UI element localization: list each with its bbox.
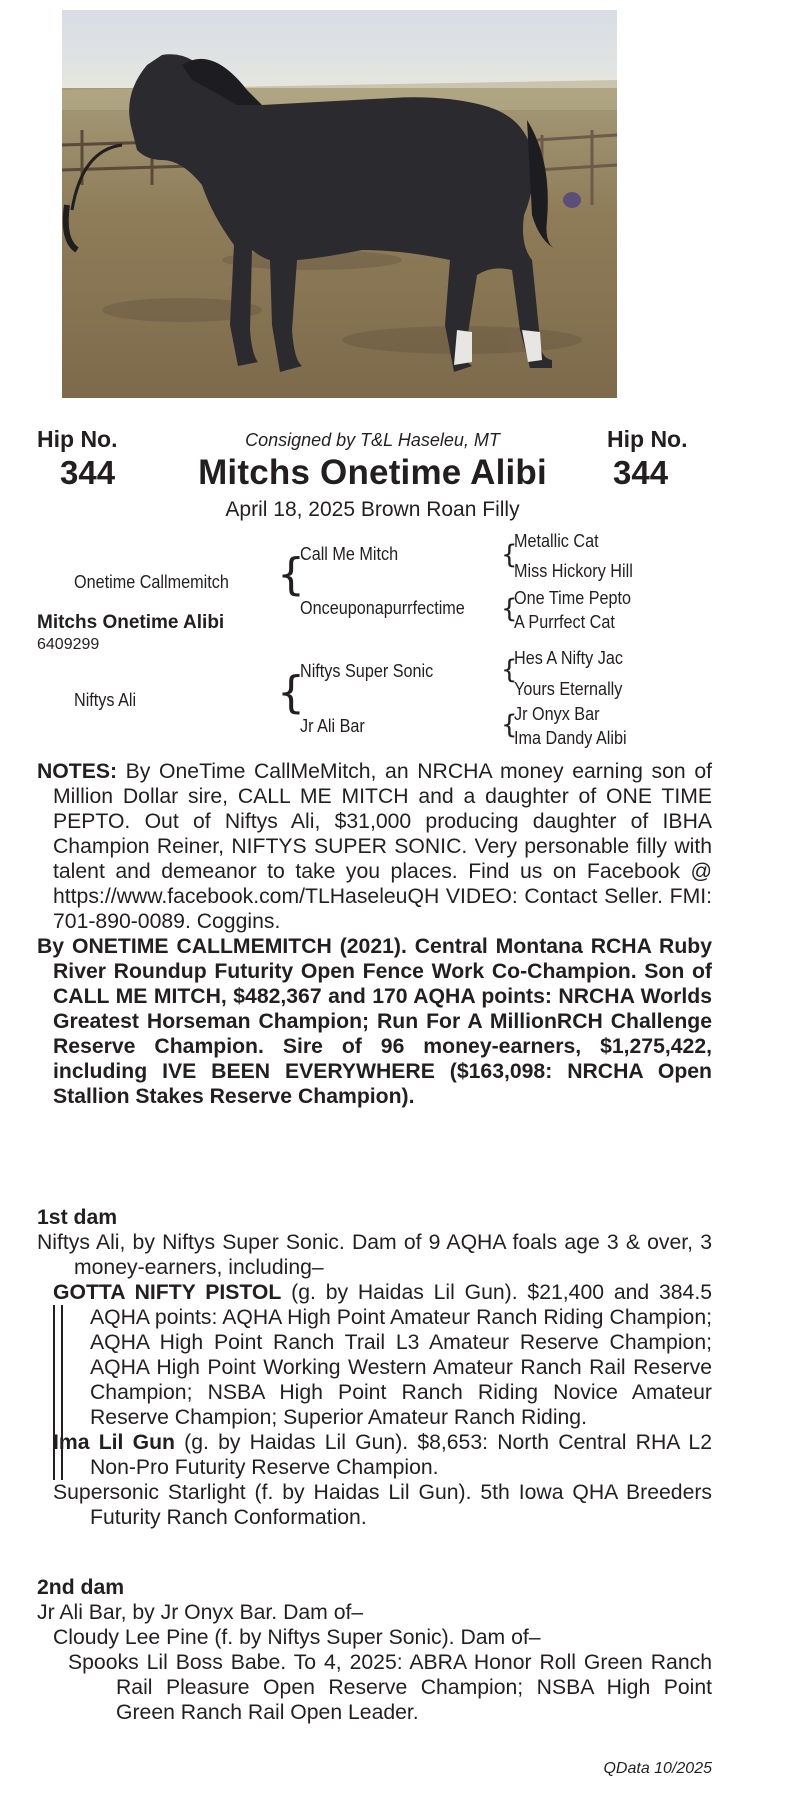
notes-paragraph (37, 759, 712, 934)
qdata-footer: QData 10/2025 (603, 1760, 712, 1777)
brace-icon: { (277, 549, 305, 600)
hip-number-right: 344 (613, 454, 669, 491)
first-dam-heading: 1st dam (37, 1206, 118, 1229)
pedigree-ss-dam: Miss Hickory Hill (514, 561, 633, 581)
second-dam-line3: Spooks Lil Boss Babe. To 4, 2025: ABRA Honor Roll Green Ranch Rail Pleasure Open Reserve Champion; NSBA High Point Green Ranch Rail Open Leader. (68, 1651, 712, 1724)
second-dam-section (37, 1575, 712, 1725)
offspring-1-text: (g. by Haidas Lil Gun). $21,400 and 384.5 AQHA points: AQHA High Point Amateur Ranch Riding Champion; AQHA High Point Ranch Trail L3 Amateur Reserve Champion; AQHA High Point Working Western Amateur Ranch Rail Reserve Champion; NSBA High Point Ranch Riding Novice Amateur Reserve Champion; Superior Amateur Ranch Riding. (90, 1281, 713, 1429)
notes-text: By OneTime CallMeMitch, an NRCHA money earning son of Million Dollar sire, CALL ME MITCH and a daughter of ONE TIME PEPTO. Out of Niftys Ali, $31,000 producing daughter of IBHA Champion Reiner, NIFTYS SUPER SONIC. Very personable filly with talent and demeanor to take you places. Find us on Facebook @ https://www.facebook.com/TLHaseleuQH VIDEO: Contact Seller. FMI: 701-890-0089. Coggins. (53, 760, 712, 933)
notes-section (37, 759, 712, 1109)
pedigree-sire: Onetime Callmemitch (74, 572, 229, 592)
birth-line: April 18, 2025 Brown Roan Filly (225, 498, 520, 521)
offspring-1-name: GOTTA NIFTY PISTOL (53, 1281, 282, 1304)
notes-label: NOTES: (37, 760, 118, 783)
first-dam-section (37, 1205, 712, 1530)
horse-photo (62, 10, 617, 398)
brace-icon: { (501, 540, 518, 570)
pedigree-sire-sire: Call Me Mitch (300, 544, 399, 564)
pedigree-ss-sire: Metallic Cat (514, 531, 599, 551)
offspring-1 (37, 1280, 712, 1430)
brace-icon: { (277, 667, 305, 718)
first-dam-intro: Niftys Ali, by Niftys Super Sonic. Dam of 9 AQHA foals age 3 & over, 3 money-earners, including– (37, 1231, 712, 1279)
pedigree-ds-sire: Hes A Nifty Jac (514, 648, 623, 668)
offspring-2 (37, 1430, 712, 1480)
pedigree-dam-sire: Niftys Super Sonic (300, 661, 434, 681)
hip-number-left: 344 (60, 454, 116, 491)
brace-icon: { (501, 710, 518, 740)
pedigree-sd-dam: A Purrfect Cat (514, 612, 615, 632)
second-dam-intro: Jr Ali Bar, by Jr Onyx Bar. Dam of– (37, 1601, 364, 1624)
offspring-2-text: (g. by Haidas Lil Gun). $8,653: North Central RHA L2 Non-Pro Futurity Reserve Champion. (90, 1431, 712, 1479)
produce-bar-icon (53, 1455, 63, 1480)
pedigree-dam: Niftys Ali (74, 690, 137, 710)
pedigree-subject: Mitchs Onetime Alibi (37, 612, 225, 633)
pedigree-dd-sire: Jr Onyx Bar (514, 704, 600, 724)
pedigree-dd-dam: Ima Dandy Alibi (514, 728, 627, 748)
pedigree-ds-dam: Yours Eternally (514, 679, 623, 699)
pedigree-sire-dam: Onceuponapurrfectime (300, 598, 465, 618)
consigned-by: Consigned by T&L Haseleu, MT (245, 430, 500, 450)
offspring-2-name: Ima Lil Gun (53, 1431, 175, 1454)
hip-label-left: Hip No. (37, 426, 118, 452)
sire-paragraph: By ONETIME CALLMEMITCH (2021). Central Montana RCHA Ruby River Roundup Futurity Open Fence Work Co-Champion. Son of CALL ME MITCH, $482,367 and 170 AQHA points: NRCHA Worlds Greatest Horseman Champion; Run For A MillionRCH Challenge Reserve Champion. Sire of 96 money-earners, $1,275,422, including IVE BEEN EVERYWHERE ($163,098: NRCHA Open Stallion Stakes Reserve Champion). (37, 935, 712, 1108)
page-title: Mitchs Onetime Alibi (198, 453, 547, 492)
second-dam-heading: 2nd dam (37, 1576, 125, 1599)
pedigree-registration: 6409299 (37, 636, 100, 653)
offspring-3: Supersonic Starlight (f. by Haidas Lil Gun). 5th Iowa QHA Breeders Futurity Ranch Conformation. (53, 1481, 712, 1529)
second-dam-line2: Cloudy Lee Pine (f. by Niftys Super Sonic). Dam of– (53, 1626, 541, 1649)
hip-label-right: Hip No. (607, 426, 688, 452)
pedigree-dam-dam: Jr Ali Bar (300, 716, 365, 736)
brace-icon: { (501, 655, 518, 685)
brace-icon: { (501, 594, 518, 624)
pedigree-sd-sire: One Time Pepto (514, 588, 632, 608)
